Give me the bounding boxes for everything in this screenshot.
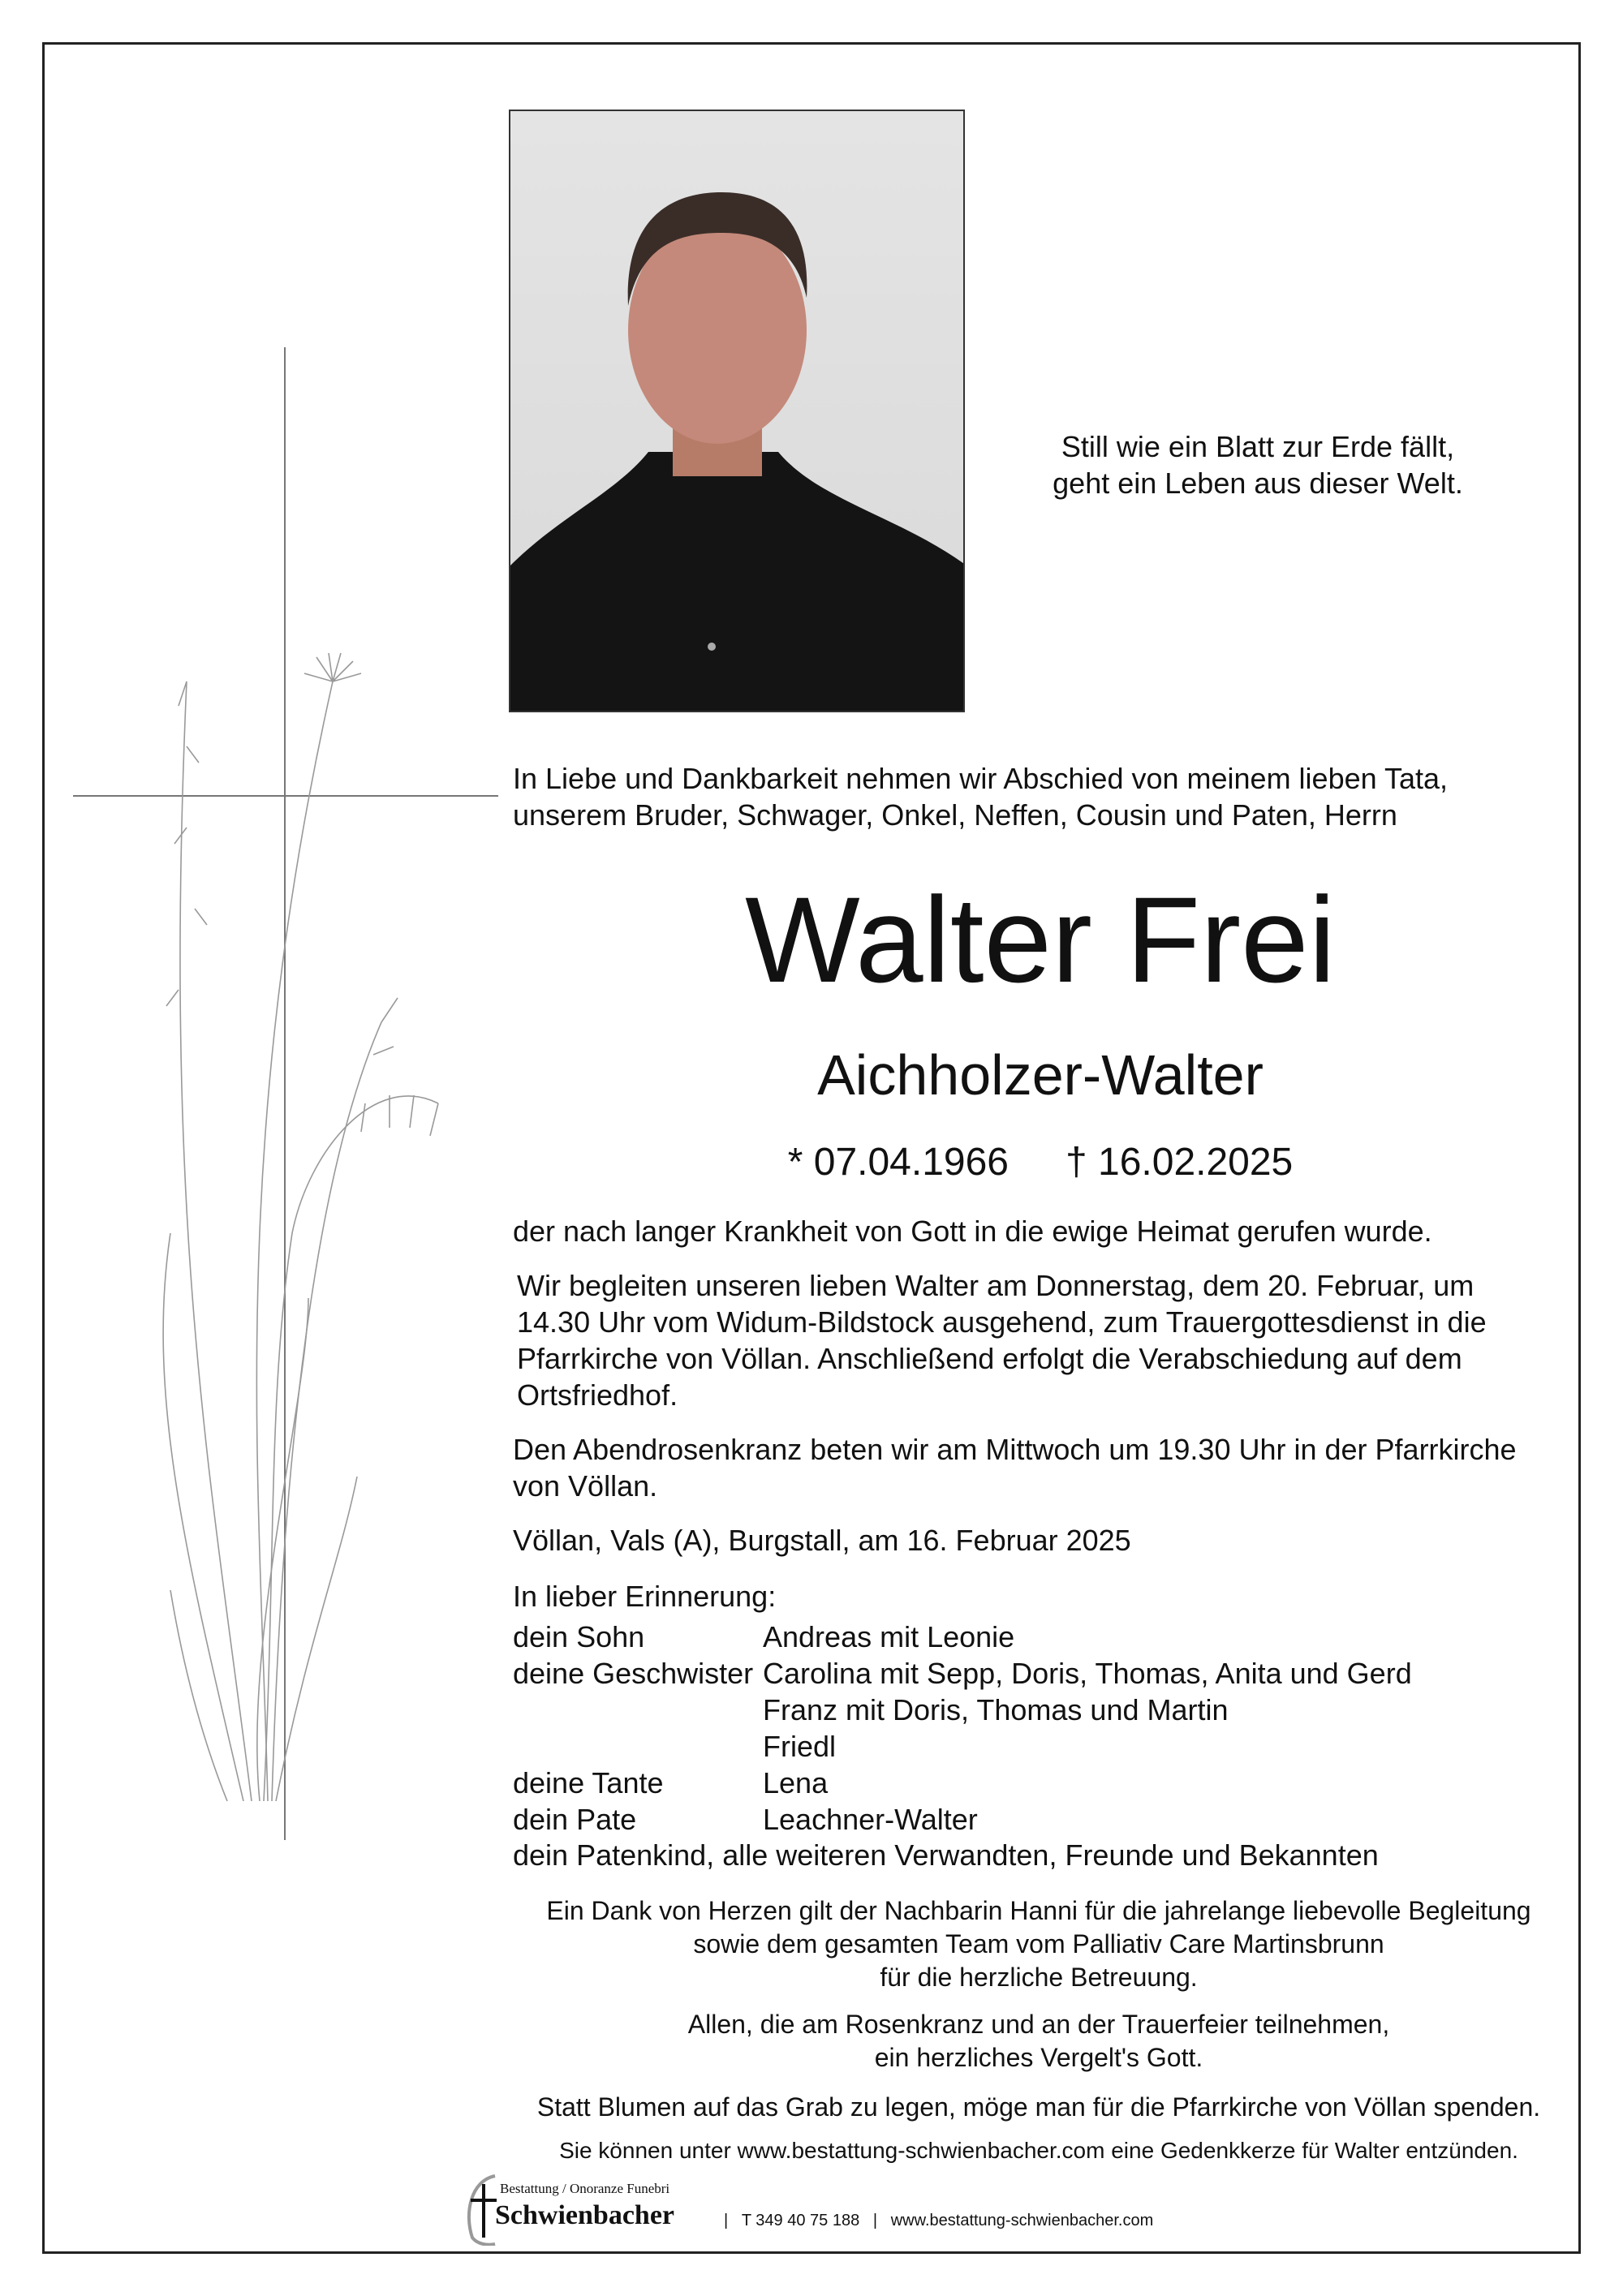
- death-date: † 16.02.2025: [1065, 1141, 1294, 1184]
- family-names: Friedl: [763, 1730, 837, 1763]
- thanks2-line: ein herzliches Vergelt's Gott.: [874, 2043, 1203, 2072]
- funeral-line: 14.30 Uhr vom Widum-Bildstock ausgehend, zum Trauergottesdienst in die: [517, 1305, 1487, 1339]
- family-row: [513, 1803, 978, 1837]
- rosary-line: von Völlan.: [513, 1469, 658, 1503]
- thanks-line: für die herzliche Betreuung.: [880, 1963, 1198, 1992]
- intro-line: In Liebe und Dankbarkeit nehmen wir Abschied von meinem lieben Tata,: [513, 762, 1449, 795]
- funeral-text: [517, 1267, 1487, 1413]
- family-row: [513, 1657, 1412, 1691]
- funeral-line: Pfarrkirche von Völlan. Anschließend erfolgt die Verabschiedung auf dem: [517, 1342, 1462, 1375]
- family-names: Leachner-Walter: [763, 1803, 978, 1836]
- family-names: Lena: [763, 1766, 829, 1799]
- family-row: [513, 1766, 828, 1800]
- memory-heading: In lieber Erinnerung:: [513, 1580, 777, 1613]
- family-names: Franz mit Doris, Thomas und Martin: [763, 1693, 1229, 1726]
- intro-line: unserem Bruder, Schwager, Onkel, Neffen, Cousin und Paten, Herrn: [513, 798, 1397, 832]
- place-date: Völlan, Vals (A), Burgstall, am 16. Februar 2025: [513, 1524, 1131, 1557]
- portrait-illustration: [510, 111, 965, 712]
- intro-text: [513, 760, 1448, 833]
- thanks-line: sowie dem gesamten Team vom Palliativ Care Martinsbrunn: [693, 1929, 1384, 1958]
- family-names: Carolina mit Sepp, Doris, Thomas, Anita und Gerd: [763, 1657, 1412, 1690]
- called-home-text: der nach langer Krankheit von Gott in die ewige Heimat gerufen wurde.: [513, 1215, 1432, 1248]
- quote: [1014, 428, 1501, 501]
- quote-line: geht ein Leben aus dieser Welt.: [1053, 467, 1463, 500]
- thanks2-line: Allen, die am Rosenkranz und an der Trauerfeier teilnehmen,: [687, 2010, 1390, 2039]
- family-relation: deine Geschwister: [513, 1657, 754, 1690]
- funeral-line: Ortsfriedhof.: [517, 1378, 678, 1412]
- donation-text: Statt Blumen auf das Grab zu legen, möge man für die Pfarrkirche von Völlan spenden.: [536, 2092, 1541, 2122]
- phone-number: T 349 40 75 188: [741, 2212, 860, 2229]
- funeral-home-footer: [463, 2173, 1274, 2246]
- thanks-text: [487, 1894, 1591, 1994]
- family-row: [513, 1620, 1014, 1654]
- family-row-last: dein Patenkind, alle weiteren Verwandten, Freunde und Bekannten: [513, 1838, 1379, 1872]
- candle-text: Sie können unter www.bestattung-schwienbacher.com eine Gedenkkerze für Walter entzünden.: [559, 2138, 1518, 2163]
- family-relation: dein Pate: [513, 1803, 637, 1836]
- family-row: [513, 1730, 836, 1764]
- life-dates: [513, 1140, 1568, 1185]
- separator: |: [724, 2212, 729, 2229]
- quote-line: Still wie ein Blatt zur Erde fällt,: [1061, 430, 1455, 463]
- nickname: Aichholzer-Walter: [817, 1043, 1264, 1107]
- portrait-photo: [509, 110, 965, 712]
- website-link[interactable]: www.bestattung-schwienbacher.com: [890, 2212, 1154, 2229]
- family-names: Andreas mit Leonie: [763, 1620, 1015, 1653]
- family-relation: dein Sohn: [513, 1620, 645, 1653]
- logo-subtitle: Bestattung / Onoranze Funebri: [500, 2181, 670, 2196]
- thanks-line: Ein Dank von Herzen gilt der Nachbarin Hanni für die jahrelange liebevolle Begleitung: [546, 1896, 1531, 1925]
- grass-cross-illustration: [65, 341, 519, 1882]
- thanks2-text: [487, 2008, 1591, 2075]
- family-row: [513, 1693, 1229, 1727]
- family-relation: deine Tante: [513, 1766, 664, 1799]
- separator: |: [872, 2212, 878, 2229]
- logo-name: Schwienbacher: [495, 2200, 674, 2230]
- birth-date: * 07.04.1966: [787, 1141, 1009, 1184]
- deceased-name: Walter Frei: [745, 871, 1336, 1008]
- rosary-line: Den Abendrosenkranz beten wir am Mittwoch um 19.30 Uhr in der Pfarrkirche: [513, 1433, 1517, 1466]
- footer-contact: [724, 2212, 1153, 2230]
- funeral-line: Wir begleiten unseren lieben Walter am Donnerstag, dem 20. Februar, um: [517, 1269, 1474, 1302]
- rosary-text: [513, 1431, 1517, 1504]
